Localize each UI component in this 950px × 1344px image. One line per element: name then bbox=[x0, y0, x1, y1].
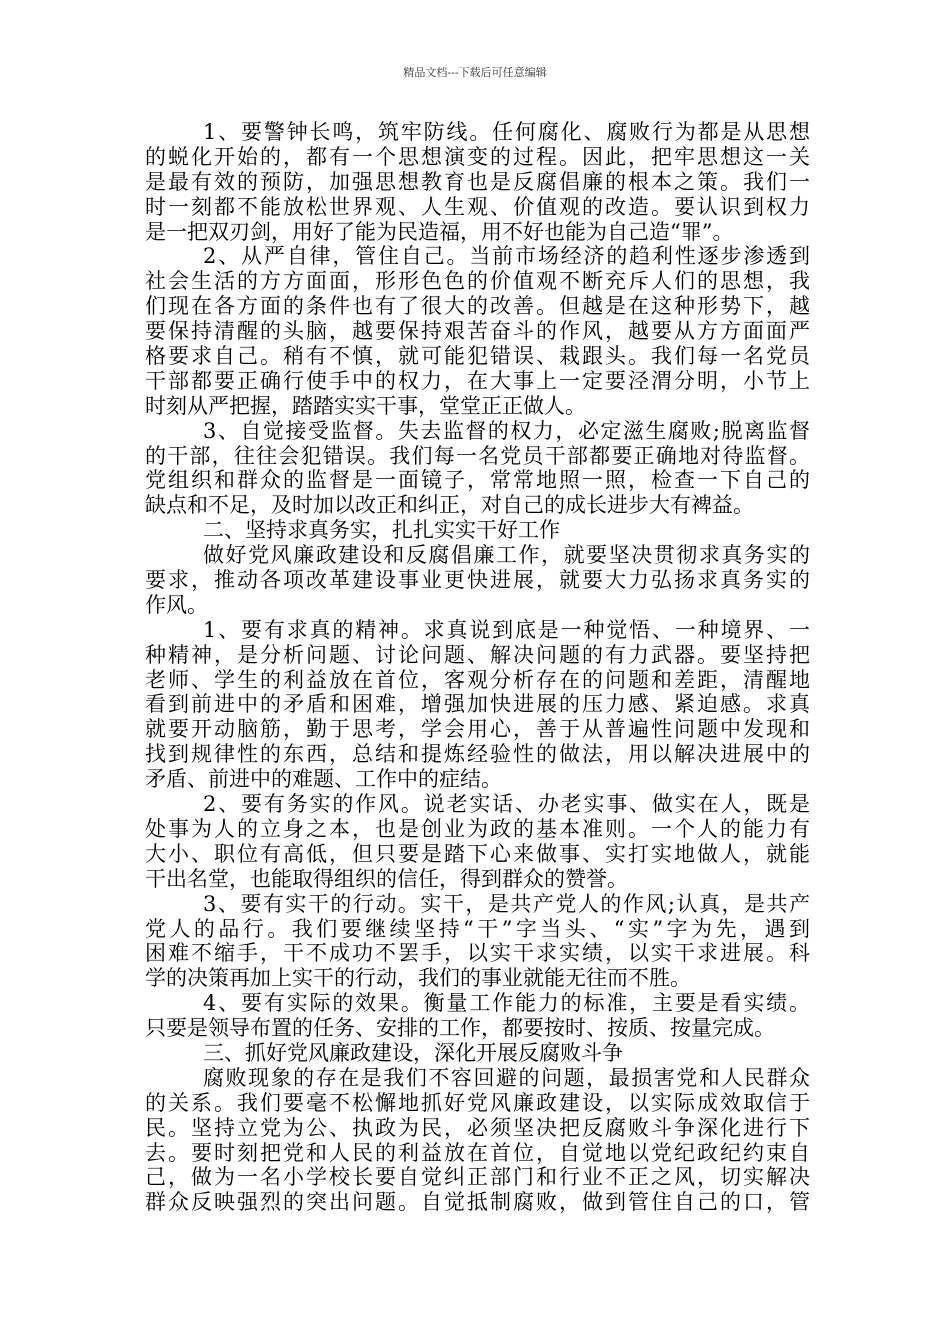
text-line: 是最有效的预防，加强思想教育也是反腐倡廉的根本之策。我们一 bbox=[145, 169, 810, 194]
text-line: 二、坚持求真务实，扎扎实实干好工作 bbox=[203, 518, 560, 543]
text-line: 4、要有实际的效果。衡量工作能力的标准，主要是看实绩。 bbox=[203, 991, 810, 1016]
document-body bbox=[145, 120, 810, 1215]
text-line: 的关系。我们要毫不松懈地抓好党风廉政建设，以实际成效取信于 bbox=[145, 1090, 810, 1115]
text-line: 要保持清醒的头脑，越要保持艰苦奋斗的作风，越要从方方面面严 bbox=[145, 319, 810, 344]
text-line: 党组织和群众的监督是一面镜子，常常地照一照，检查一下自己的 bbox=[145, 468, 810, 493]
text-line: 种精神，是分析问题、讨论问题、解决问题的有力武器。要坚持把 bbox=[145, 642, 810, 667]
text-line: 1、要有求真的精神。求真说到底是一种觉悟、一种境界、一 bbox=[203, 617, 810, 642]
text-line: 己，做为一名小学校长要自觉纠正部门和行业不正之风，切实解决 bbox=[145, 1165, 810, 1190]
text-line: 民。坚持立党为公、执政为民，必须坚决把反腐败斗争深化进行下 bbox=[145, 1115, 810, 1140]
text-line: 3、要有实干的行动。实干，是共产党人的作风;认真，是共产 bbox=[203, 891, 810, 916]
paragraph bbox=[145, 1041, 810, 1066]
text-line: 们现在各方面的条件也有了很大的改善。但越是在这种形势下，越 bbox=[145, 294, 810, 319]
paragraph bbox=[145, 991, 810, 1041]
paragraph bbox=[145, 543, 810, 618]
paragraph bbox=[145, 892, 810, 992]
text-line: 格要求自己。稍有不慎，就可能犯错误、栽跟头。我们每一名党员 bbox=[145, 344, 810, 369]
text-line: 老师、学生的利益放在首位，客观分析存在的问题和差距，清醒地 bbox=[145, 667, 810, 692]
text-line: 干部都要正确行使手中的权力，在大事上一定要泾渭分明，小节上 bbox=[145, 368, 810, 393]
text-line: 1、要警钟长鸣，筑牢防线。任何腐化、腐败行为都是从思想 bbox=[203, 120, 810, 144]
text-line: 时一刻都不能放松世界观、人生观、价值观的改造。要认识到权力 bbox=[145, 194, 810, 219]
paragraph bbox=[145, 120, 810, 244]
text-line: 2、要有务实的作风。说老实话、办老实事、做实在人，既是 bbox=[203, 792, 810, 817]
text-line: 作风。 bbox=[145, 592, 208, 617]
paragraph bbox=[145, 244, 810, 418]
page-header: 精品文档---下载后可任意编辑 bbox=[403, 66, 547, 79]
text-line: 群众反映强烈的突出问题。自觉抵制腐败，做到管住自己的口，管 bbox=[145, 1190, 810, 1215]
text-line: 三、抓好党风廉政建设，深化开展反腐败斗争 bbox=[203, 1040, 623, 1065]
text-line: 是一把双刃剑，用好了能为民造福，用不好也能为自己造“罪”。 bbox=[145, 219, 734, 244]
text-line: 缺点和不足，及时加以改正和纠正，对自己的成长进步大有裨益。 bbox=[145, 493, 754, 518]
text-line: 看到前进中的矛盾和困难，增强加快进展的压力感、紧迫感。求真 bbox=[145, 692, 810, 717]
text-line: 去。要时刻把党和人民的利益放在首位，自觉地以党纪政纪约束自 bbox=[145, 1140, 810, 1165]
text-line: 腐败现象的存在是我们不容回避的问题，最损害党和人民群众 bbox=[203, 1065, 810, 1090]
text-line: 时刻从严把握，踏踏实实干事，堂堂正正做人。 bbox=[145, 393, 586, 418]
text-line: 2、从严自律，管住自己。当前市场经济的趋利性逐步渗透到 bbox=[203, 244, 810, 269]
paragraph bbox=[145, 1066, 810, 1215]
text-line: 的干部，往往会犯错误。我们每一名党员干部都要正确地对待监督。 bbox=[145, 443, 810, 468]
text-line: 社会生活的方方面面，形形色色的价值观不断充斥人们的思想，我 bbox=[145, 269, 810, 294]
text-line: 要求，推动各项改革建设事业更快进展，就要大力弘扬求真务实的 bbox=[145, 568, 810, 593]
text-line: 干出名堂，也能取得组织的信任，得到群众的赞誉。 bbox=[145, 866, 628, 891]
text-line: 做好党风廉政建设和反腐倡廉工作，就要坚决贯彻求真务实的 bbox=[203, 543, 810, 568]
text-line: 的蜕化开始的，都有一个思想演变的过程。因此，把牢思想这一关 bbox=[145, 144, 810, 169]
text-line: 3、自觉接受监督。失去监督的权力，必定滋生腐败;脱离监督 bbox=[203, 418, 810, 443]
paragraph bbox=[145, 518, 810, 543]
text-line: 矛盾、前进中的难题、工作中的症结。 bbox=[145, 767, 502, 792]
text-line: 只要是领导布置的任务、安排的工作，都要按时、按质、按量完成。 bbox=[145, 1016, 775, 1041]
text-line: 学的决策再加上实干的行动，我们的事业就能无往而不胜。 bbox=[145, 966, 691, 991]
text-line: 就要开动脑筋，勤于思考，学会用心，善于从普遍性问题中发现和 bbox=[145, 717, 810, 742]
text-line: 处事为人的立身之本，也是创业为政的基本准则。一个人的能力有 bbox=[145, 816, 810, 841]
text-line: 大小、职位有高低，但只要是踏下心来做事、实打实地做人，就能 bbox=[145, 841, 810, 866]
text-line: 困难不缩手，干不成功不罢手，以实干求实绩，以实干求进展。科 bbox=[145, 941, 810, 966]
paragraph bbox=[145, 618, 810, 792]
text-line: 找到规律性的东西，总结和提炼经验性的做法，用以解决进展中的 bbox=[145, 742, 810, 767]
text-line: 党人的品行。我们要继续坚持“干”字当头、“实”字为先，遇到 bbox=[145, 916, 810, 941]
paragraph bbox=[145, 792, 810, 892]
paragraph bbox=[145, 419, 810, 519]
